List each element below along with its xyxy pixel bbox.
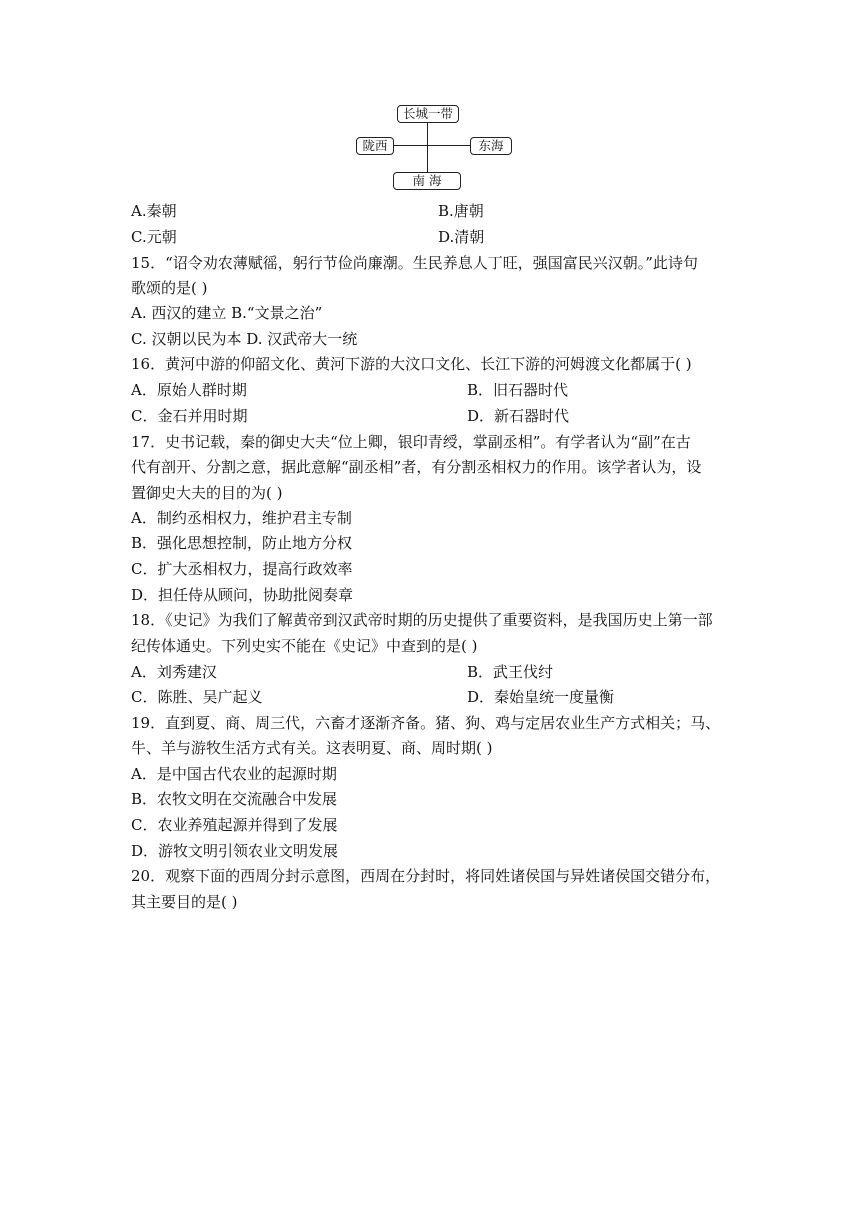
q19-stem-line-1: 19．直到夏、商、周三代，六畜才逐渐齐备。猪、狗、鸡与定居农业生产方式相关；马、 bbox=[131, 714, 721, 732]
q20-stem-line-1: 20．观察下面的西周分封示意图，西周在分封时，将同姓诸侯国与异姓诸侯国交错分布， bbox=[131, 867, 721, 885]
q18-option-b: B．武王伐纣 bbox=[467, 663, 554, 681]
q17-stem-line-1: 17．史书记载，秦的御史大夫“位上卿，银印青绶，掌副丞相”。有学者认为“副”在古 bbox=[131, 433, 691, 451]
q18-option-a: A．刘秀建汉 bbox=[131, 663, 217, 681]
diagram-label-south: 南 海 bbox=[393, 172, 461, 190]
q15-stem-line-2: 歌颂的是( ) bbox=[131, 279, 208, 297]
q14-option-d: D.清朝 bbox=[438, 228, 485, 246]
q14-option-c: C.元朝 bbox=[131, 228, 177, 246]
q16-option-a: A．原始人群时期 bbox=[131, 381, 247, 399]
q17-option-a: A．制约丞相权力，维护君主专制 bbox=[131, 509, 352, 527]
q15-options-line-2: C. 汉朝以民为本 D. 汉武帝大一统 bbox=[131, 330, 358, 348]
q18-stem-line-2: 纪传体通史。下列史实不能在《史记》中查到的是( ) bbox=[131, 637, 478, 655]
q20-stem-line-2: 其主要目的是( ) bbox=[131, 893, 238, 911]
q17-stem-line-3: 置御史大夫的目的为( ) bbox=[131, 484, 283, 502]
q15-options-line-1: A. 西汉的建立 B.“文景之治” bbox=[131, 304, 323, 322]
q14-option-a: A.秦朝 bbox=[131, 202, 177, 220]
q16-stem: 16．黄河中游的仰韶文化、黄河下游的大汶口文化、长江下游的河姆渡文化都属于( ) bbox=[131, 355, 692, 373]
q17-option-b: B．强化思想控制，防止地方分权 bbox=[131, 534, 353, 552]
q16-option-d: D．新石器时代 bbox=[467, 407, 570, 425]
q19-option-c: C．农业养殖起源并得到了发展 bbox=[131, 816, 338, 834]
q16-option-c: C．金石并用时期 bbox=[131, 407, 248, 425]
q14-option-b: B.唐朝 bbox=[438, 202, 484, 220]
territory-diagram bbox=[350, 100, 520, 195]
q17-option-d: D．担任侍从顾问，协助批阅奏章 bbox=[131, 586, 354, 604]
q18-option-c: C．陈胜、吴广起义 bbox=[131, 688, 263, 706]
q18-stem-line-1: 18．《史记》为我们了解黄帝到汉武帝时期的历史提供了重要资料，是我国历史上第一部 bbox=[131, 611, 713, 629]
diagram-horizontal-line bbox=[388, 145, 472, 146]
q19-option-a: A．是中国古代农业的起源时期 bbox=[131, 765, 337, 783]
diagram-vertical-line bbox=[427, 122, 428, 172]
diagram-label-east: 东海 bbox=[470, 137, 512, 155]
q16-option-b: B．旧石器时代 bbox=[467, 381, 569, 399]
q17-option-c: C．扩大丞相权力，提高行政效率 bbox=[131, 560, 353, 578]
q18-option-d: D．秦始皇统一度量衡 bbox=[467, 688, 615, 706]
q15-stem-line-1: 15．“诏令劝农薄赋徭，躬行节俭尚廉潮。生民养息人丁旺，强国富民兴汉朝。”此诗句 bbox=[131, 254, 698, 272]
q17-stem-line-2: 代有剖开、分割之意，据此意解“副丞相”者，有分割丞相权力的作用。该学者认为，设 bbox=[131, 458, 702, 476]
q19-option-b: B．农牧文明在交流融合中发展 bbox=[131, 790, 338, 808]
q19-option-d: D．游牧文明引领农业文明发展 bbox=[131, 842, 339, 860]
diagram-label-west: 陇西 bbox=[356, 137, 394, 155]
q19-stem-line-2: 牛、羊与游牧生活方式有关。这表明夏、商、周时期( ) bbox=[131, 739, 493, 757]
diagram-label-north: 长城一带 bbox=[397, 105, 459, 123]
